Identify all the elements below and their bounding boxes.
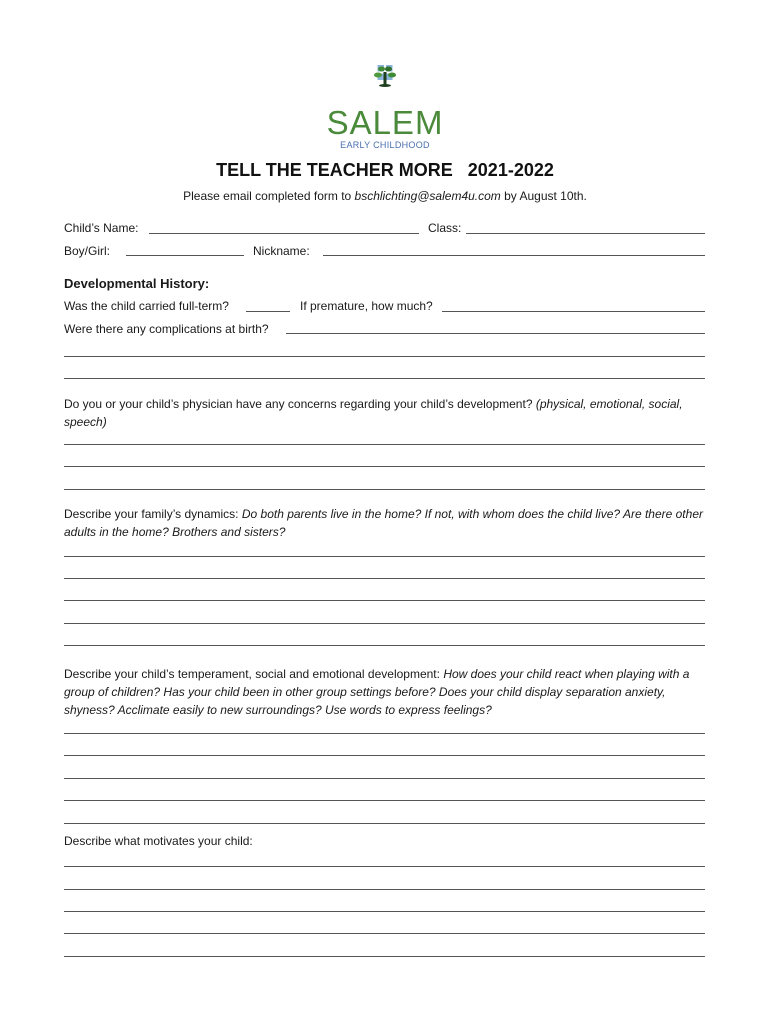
premature-field[interactable] [442, 311, 705, 312]
answer-line[interactable] [64, 733, 705, 734]
dynamics-question-detail: Do both parents live in the home? If not, with whom does the child live? Are there other adults in the home? Brothers and sisters? [64, 507, 703, 539]
form-title: TELL THE TEACHER MORE 2021-2022 [216, 160, 554, 180]
answer-line[interactable] [64, 866, 705, 867]
nickname-label: Nickname: [253, 244, 310, 258]
answer-line[interactable] [64, 755, 705, 756]
temperament-question-detail: How does your child react when playing with a group of children? Has your child been in other group settings before? Does your child display separation anxiety, shyness? Acclimate easily to new surroundings? Use words to express feelings? [64, 667, 690, 717]
boy-girl-label: Boy/Girl: [64, 244, 111, 258]
full-term-label: Was the child carried full-term? [64, 299, 229, 313]
temperament-question-lead: Describe your child’s temperament, social and emotional development: [64, 667, 444, 681]
nickname-field[interactable] [323, 255, 705, 256]
motivates-question: Describe what motivates your child: [64, 834, 253, 848]
answer-line[interactable] [64, 466, 705, 467]
answer-line[interactable] [64, 356, 705, 357]
class-field[interactable] [466, 233, 705, 234]
dynamics-question-lead: Describe your family’s dynamics: [64, 507, 242, 521]
answer-line[interactable] [64, 378, 705, 379]
instructions-email[interactable]: bschlichting@salem4u.com [354, 189, 501, 203]
answer-line[interactable] [64, 645, 705, 646]
complications-field[interactable] [286, 333, 705, 334]
concerns-question [64, 395, 705, 431]
form-instructions [0, 189, 770, 203]
answer-line[interactable] [64, 623, 705, 624]
temperament-question [64, 665, 705, 719]
class-label: Class: [428, 221, 462, 235]
answer-line[interactable] [64, 778, 705, 779]
answer-line[interactable] [64, 889, 705, 890]
logo-wordmark: SALEM [326, 104, 444, 141]
instructions-suffix: by August 10th. [500, 189, 587, 203]
complications-label: Were there any complications at birth? [64, 322, 269, 336]
answer-line[interactable] [64, 800, 705, 801]
answer-line[interactable] [64, 956, 705, 957]
premature-label: If premature, how much? [300, 299, 433, 313]
answer-line[interactable] [64, 933, 705, 934]
answer-line[interactable] [64, 556, 705, 557]
child-name-field[interactable] [149, 233, 419, 234]
salem-tree-logo [326, 64, 444, 109]
child-name-label: Child’s Name: [64, 221, 139, 235]
answer-line[interactable] [64, 489, 705, 490]
answer-line[interactable] [64, 600, 705, 601]
answer-line[interactable] [64, 578, 705, 579]
boy-girl-field[interactable] [126, 255, 244, 256]
dynamics-question [64, 505, 705, 541]
instructions-prefix: Please email completed form to [183, 189, 355, 203]
full-term-field[interactable] [246, 311, 290, 312]
logo-subtitle: EARLY CHILDHOOD [340, 140, 430, 150]
concerns-question-lead: Do you or your child’s physician have any concerns regarding your child’s development? [64, 397, 536, 411]
concerns-question-detail: (physical, emotional, social, speech) [64, 397, 683, 429]
answer-line[interactable] [64, 444, 705, 445]
answer-line[interactable] [64, 911, 705, 912]
developmental-history-heading: Developmental History: [64, 276, 210, 291]
answer-line[interactable] [64, 823, 705, 824]
